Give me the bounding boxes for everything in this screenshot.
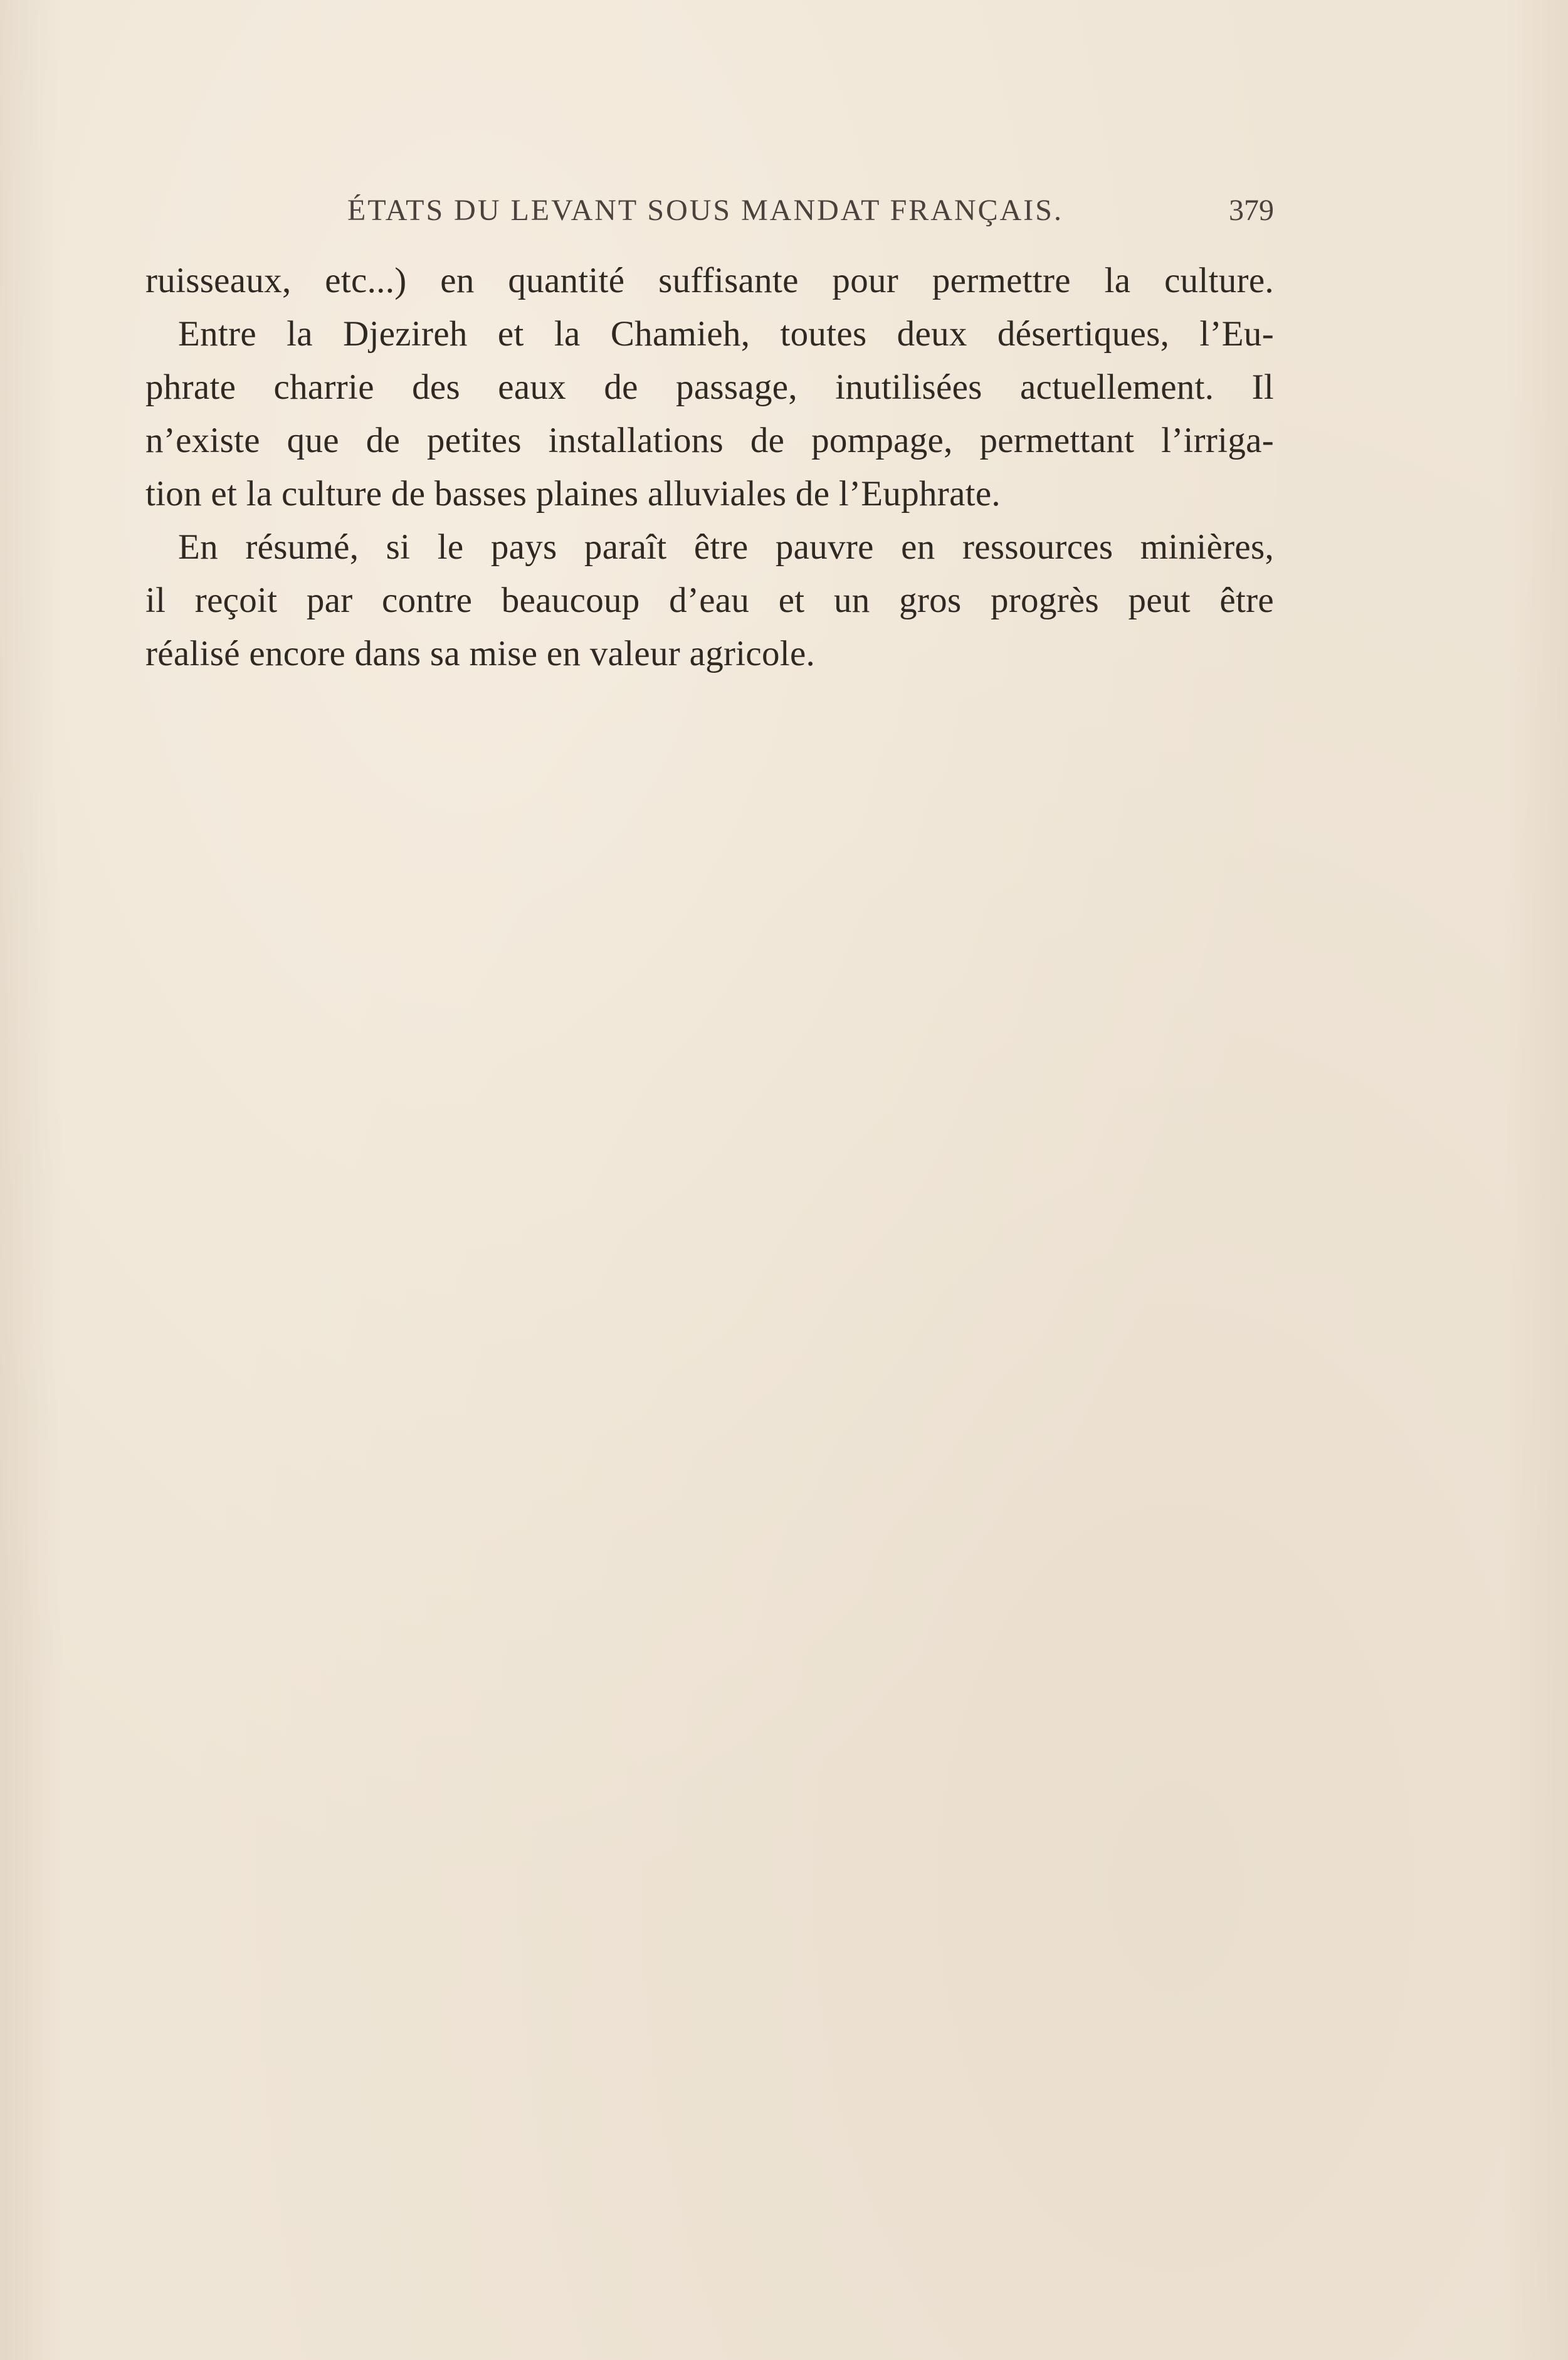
body-text — [145, 254, 1274, 680]
text-line-2: Entre la Djezireh et la Chamieh, toutes deux désertiques, l’Eu- — [178, 314, 1274, 354]
page-number: 379 — [1229, 194, 1274, 227]
running-header — [145, 193, 1274, 237]
text-line-3: phrate charrie des eaux de passage, inutilisées actuellement. Il — [145, 367, 1274, 407]
text-line-1: ruisseaux, etc...) en quantité suffisante pour permettre la culture. — [145, 261, 1274, 300]
running-title: ÉTATS DU LEVANT SOUS MANDAT FRANÇAIS. — [347, 194, 1063, 227]
text-line-6: En résumé, si le pays paraît être pauvre en ressources minières, — [178, 527, 1274, 567]
text-line-5: tion et la culture de basses plaines alluviales de l’Euphrate. — [145, 474, 1001, 514]
text-line-8: réalisé encore dans sa mise en valeur agricole. — [145, 634, 816, 673]
text-line-4: n’existe que de petites installations de pompage, permettant l’irriga- — [145, 421, 1274, 460]
text-line-7: il reçoit par contre beaucoup d’eau et un gros progrès peut être — [145, 581, 1274, 620]
